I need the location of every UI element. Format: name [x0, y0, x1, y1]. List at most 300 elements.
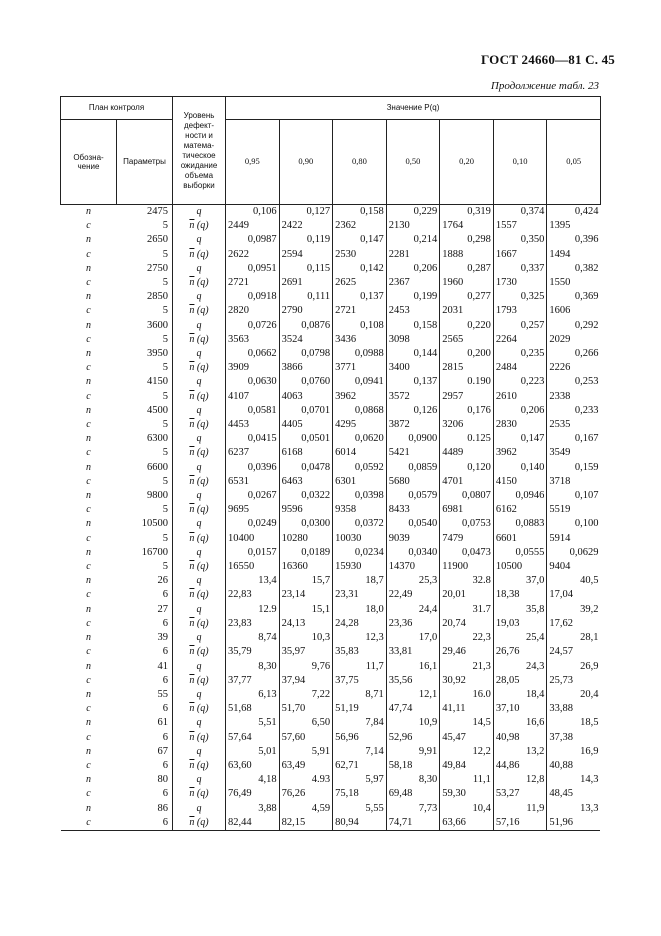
- probability-value: 3962: [493, 446, 547, 460]
- row-designation: n: [86, 348, 91, 360]
- row-parameter: 2750: [147, 262, 169, 274]
- probability-value: 16550: [226, 560, 280, 574]
- probability-value: 45,47: [440, 731, 494, 745]
- row-symbol: q: [173, 347, 226, 361]
- probability-value: 35,79: [226, 645, 280, 659]
- row-symbol: q: [173, 773, 226, 787]
- probability-value: 0,0189: [279, 546, 333, 560]
- probability-value: 0,257: [493, 319, 547, 333]
- probability-value: 8,71: [333, 688, 387, 702]
- probability-value: 2281: [386, 248, 440, 262]
- probability-value: 0,0478: [279, 461, 333, 475]
- probability-value: 3,88: [226, 802, 280, 816]
- row-symbol: q: [173, 688, 226, 702]
- table-row: [61, 716, 601, 730]
- probability-value: 0.125: [440, 432, 494, 446]
- probability-value: 0,206: [493, 404, 547, 418]
- probability-value: 2721: [226, 276, 280, 290]
- row-designation: c: [86, 759, 91, 771]
- probability-value: 2484: [493, 361, 547, 375]
- probability-value: 0,350: [493, 233, 547, 247]
- table-row: [61, 588, 601, 602]
- row-parameter: 6: [117, 816, 173, 831]
- row-designation: n: [86, 518, 91, 530]
- probability-value: 51,96: [547, 816, 601, 831]
- probability-value: 2820: [226, 304, 280, 318]
- row-symbol: q: [173, 574, 226, 588]
- row-designation: n: [86, 688, 91, 700]
- probability-value: 0,0798: [279, 347, 333, 361]
- parameters-header: Параметры: [117, 120, 173, 205]
- probability-value: 32.8: [440, 574, 494, 588]
- probability-value: 1550: [547, 276, 601, 290]
- probability-value: 11,1: [440, 773, 494, 787]
- row-designation: c: [86, 674, 91, 686]
- probability-value: 47,74: [386, 702, 440, 716]
- row-symbol: $\overline{n}$ (q): [173, 475, 226, 489]
- probability-value: 56,96: [333, 731, 387, 745]
- probability-value: 6301: [333, 475, 387, 489]
- probability-value: 2610: [493, 390, 547, 404]
- prob-header: 0,20: [440, 120, 494, 205]
- probability-value: 0,0540: [386, 517, 440, 531]
- row-designation: c: [86, 561, 91, 573]
- probability-value: 0,220: [440, 319, 494, 333]
- probability-value: 5519: [547, 503, 601, 517]
- probability-value: 35,56: [386, 674, 440, 688]
- probability-value: 5914: [547, 532, 601, 546]
- probability-value: 16.0: [440, 688, 494, 702]
- row-symbol: q: [173, 716, 226, 730]
- probability-value: 0,0396: [226, 461, 280, 475]
- row-symbol: $\overline{n}$ (q): [173, 645, 226, 659]
- table-row: [61, 674, 601, 688]
- probability-value: 5,97: [333, 773, 387, 787]
- prob-header: 0,80: [333, 120, 387, 205]
- prob-header: 0,90: [279, 120, 333, 205]
- probability-value: 9358: [333, 503, 387, 517]
- probability-value: 52,96: [386, 731, 440, 745]
- probability-value: 1764: [440, 219, 494, 233]
- probability-value: 0,277: [440, 290, 494, 304]
- row-parameter: 6: [162, 759, 169, 771]
- table-row: [61, 660, 601, 674]
- probability-value: 24,3: [493, 660, 547, 674]
- probability-value: 57,60: [279, 731, 333, 745]
- probability-value: 12,8: [493, 773, 547, 787]
- row-parameter: 5: [162, 333, 169, 345]
- probability-value: 18,4: [493, 688, 547, 702]
- table-row: [61, 560, 601, 574]
- probability-value: 28,05: [493, 674, 547, 688]
- row-parameter: 9800: [147, 490, 169, 502]
- table-row: [61, 802, 601, 816]
- probability-value: 22,3: [440, 631, 494, 645]
- probability-value: 0,396: [547, 233, 601, 247]
- probability-value: 76,49: [226, 787, 280, 801]
- probability-value: 12,2: [440, 745, 494, 759]
- row-designation: c: [86, 220, 91, 232]
- table-row: [61, 262, 601, 276]
- probability-value: 12,1: [386, 688, 440, 702]
- probability-value: 0,369: [547, 290, 601, 304]
- row-symbol: $\overline{n}$ (q): [173, 532, 226, 546]
- row-parameter: 5: [162, 447, 169, 459]
- row-parameter: 86: [157, 802, 169, 814]
- row-parameter: 80: [157, 774, 169, 786]
- probability-value: 3909: [226, 361, 280, 375]
- probability-value: 13,4: [226, 574, 280, 588]
- probability-value: 0,325: [493, 290, 547, 304]
- probability-value: 24,57: [547, 645, 601, 659]
- probability-value: 7479: [440, 532, 494, 546]
- probability-value: 25,3: [386, 574, 440, 588]
- row-symbol: $\overline{n}$ (q): [173, 731, 226, 745]
- probability-value: 69,48: [386, 787, 440, 801]
- row-symbol: q: [173, 432, 226, 446]
- row-symbol: q: [173, 262, 226, 276]
- plan-header: План контроля: [61, 97, 173, 120]
- probability-value: 4489: [440, 446, 494, 460]
- probability-value: 58,18: [386, 759, 440, 773]
- probability-value: 9695: [226, 503, 280, 517]
- probability-value: 41,11: [440, 702, 494, 716]
- row-parameter: 5: [162, 475, 169, 487]
- probability-value: 24,13: [279, 617, 333, 631]
- row-designation: n: [86, 291, 91, 303]
- probability-value: 0,140: [493, 461, 547, 475]
- probability-value: 0,0579: [386, 489, 440, 503]
- table-continuation-label: Продолжение табл. 23: [490, 80, 599, 92]
- probability-value: 2721: [333, 304, 387, 318]
- probability-value: 44,86: [493, 759, 547, 773]
- row-symbol: q: [173, 489, 226, 503]
- row-symbol: $\overline{n}$ (q): [173, 361, 226, 375]
- probability-value: 9,76: [279, 660, 333, 674]
- probability-value: 9404: [547, 560, 601, 574]
- probability-value: 28,1: [547, 631, 601, 645]
- table-row: [61, 773, 601, 787]
- probability-value: 51,19: [333, 702, 387, 716]
- probability-value: 0,0592: [333, 461, 387, 475]
- probability-value: 9596: [279, 503, 333, 517]
- probability-value: 0,0701: [279, 404, 333, 418]
- probability-value: 2691: [279, 276, 333, 290]
- table-row: [61, 319, 601, 333]
- probability-value: 17,04: [547, 588, 601, 602]
- probability-value: 2830: [493, 418, 547, 432]
- probability-value: 0,159: [547, 461, 601, 475]
- probability-value: 0,115: [279, 262, 333, 276]
- row-parameter: 5: [162, 504, 169, 516]
- probability-value: 0,0157: [226, 546, 280, 560]
- row-parameter: 3600: [147, 319, 169, 331]
- row-parameter: 6600: [147, 461, 169, 473]
- row-parameter: 5: [162, 248, 169, 260]
- probability-value: 0,0662: [226, 347, 280, 361]
- probability-value: 5,51: [226, 716, 280, 730]
- probability-value: 0,119: [279, 233, 333, 247]
- table-row: [61, 276, 601, 290]
- row-designation: c: [86, 305, 91, 317]
- row-symbol: $\overline{n}$ (q): [173, 248, 226, 262]
- probability-value: 33,88: [547, 702, 601, 716]
- probability-value: 2029: [547, 333, 601, 347]
- page-header: ГОСТ 24660—81 С. 45: [481, 52, 615, 67]
- probability-value: 18,5: [547, 716, 601, 730]
- probability-value: 57,64: [226, 731, 280, 745]
- probability-value: 0,287: [440, 262, 494, 276]
- probability-value: 2594: [279, 248, 333, 262]
- probability-value: 0,0946: [493, 489, 547, 503]
- probability-value: 1730: [493, 276, 547, 290]
- table-row: [61, 645, 601, 659]
- probability-value: 23,31: [333, 588, 387, 602]
- probability-value: 8,30: [226, 660, 280, 674]
- probability-value: 63,49: [279, 759, 333, 773]
- probability-value: 20,74: [440, 617, 494, 631]
- probability-value: 0,108: [333, 319, 387, 333]
- table-row: [61, 603, 601, 617]
- probability-value: 0,111: [279, 290, 333, 304]
- row-parameter: 6300: [147, 433, 169, 445]
- probability-value: 25,4: [493, 631, 547, 645]
- row-designation: n: [86, 745, 91, 757]
- probability-value: 1888: [440, 248, 494, 262]
- probability-value: 35,83: [333, 645, 387, 659]
- probability-value: 2535: [547, 418, 601, 432]
- row-symbol: q: [173, 603, 226, 617]
- probability-value: 4701: [440, 475, 494, 489]
- probability-value: 5680: [386, 475, 440, 489]
- row-symbol: $\overline{n}$ (q): [173, 702, 226, 716]
- probability-value: 11,7: [333, 660, 387, 674]
- probability-value: 10030: [333, 532, 387, 546]
- row-parameter: 2650: [147, 234, 169, 246]
- table-row: [61, 304, 601, 318]
- row-designation: n: [86, 433, 91, 445]
- probability-value: 5421: [386, 446, 440, 460]
- table-row: [61, 745, 601, 759]
- probability-value: 4,59: [279, 802, 333, 816]
- row-designation: c: [86, 617, 91, 629]
- probability-value: 1395: [547, 219, 601, 233]
- probability-value: 37,38: [547, 731, 601, 745]
- probability-value: 3872: [386, 418, 440, 432]
- probability-value: 3549: [547, 446, 601, 460]
- probability-value: 0,233: [547, 404, 601, 418]
- probability-value: 23,83: [226, 617, 280, 631]
- row-designation: n: [86, 660, 91, 672]
- table-row: [61, 446, 601, 460]
- probability-value: 10,9: [386, 716, 440, 730]
- probability-value: 40,98: [493, 731, 547, 745]
- probability-value: 37,10: [493, 702, 547, 716]
- probability-value: 12.9: [226, 603, 280, 617]
- row-designation: n: [86, 802, 91, 814]
- row-parameter: 5: [162, 362, 169, 374]
- probability-value: 10280: [279, 532, 333, 546]
- row-symbol: $\overline{n}$ (q): [173, 787, 226, 801]
- row-symbol: q: [173, 517, 226, 531]
- probability-value: 3098: [386, 333, 440, 347]
- table-row: [61, 390, 601, 404]
- table-row: [61, 347, 601, 361]
- row-designation: n: [86, 376, 91, 388]
- probability-value: 30,92: [440, 674, 494, 688]
- row-symbol: $\overline{n}$ (q): [173, 390, 226, 404]
- probability-value: 18,38: [493, 588, 547, 602]
- probability-value: 6,13: [226, 688, 280, 702]
- probability-value: 0,0868: [333, 404, 387, 418]
- probability-value: 0,0473: [440, 546, 494, 560]
- row-designation: n: [86, 319, 91, 331]
- probability-value: 0,199: [386, 290, 440, 304]
- row-parameter: 39: [157, 632, 169, 644]
- probability-value: 2367: [386, 276, 440, 290]
- probability-value: 2453: [386, 304, 440, 318]
- row-designation: c: [86, 731, 91, 743]
- row-parameter: 5: [162, 277, 169, 289]
- table-row: [61, 816, 601, 831]
- row-parameter: 5: [162, 220, 169, 232]
- table-row: [61, 375, 601, 389]
- row-parameter: 6: [162, 788, 169, 800]
- row-symbol: q: [173, 745, 226, 759]
- probability-value: 5,01: [226, 745, 280, 759]
- probability-value: 1606: [547, 304, 601, 318]
- row-designation: c: [86, 589, 91, 601]
- probability-value: 31.7: [440, 603, 494, 617]
- probability-value: 11,9: [493, 802, 547, 816]
- row-parameter: 61: [157, 717, 169, 729]
- table-row: [61, 418, 601, 432]
- row-parameter: 10500: [141, 518, 169, 530]
- probability-value: 2362: [333, 219, 387, 233]
- probability-value: 0,127: [279, 205, 333, 220]
- probability-value: 1557: [493, 219, 547, 233]
- probability-value: 59,30: [440, 787, 494, 801]
- probability-value: 29,46: [440, 645, 494, 659]
- probability-value: 6237: [226, 446, 280, 460]
- probability-value: 7,73: [386, 802, 440, 816]
- probability-value: 0,137: [386, 375, 440, 389]
- row-symbol: q: [173, 631, 226, 645]
- row-parameter: 6: [162, 589, 169, 601]
- probability-value: 0,298: [440, 233, 494, 247]
- probability-value: 6531: [226, 475, 280, 489]
- probability-value: 13,2: [493, 745, 547, 759]
- probability-value: 15,7: [279, 574, 333, 588]
- row-parameter: 6: [162, 617, 169, 629]
- probability-value: 76,26: [279, 787, 333, 801]
- probability-value: 0,126: [386, 404, 440, 418]
- row-symbol: $\overline{n}$ (q): [173, 446, 226, 460]
- probability-value: 25,73: [547, 674, 601, 688]
- probability-value: 7,22: [279, 688, 333, 702]
- probability-value: 0.190: [440, 375, 494, 389]
- probability-value: 74,71: [386, 816, 440, 831]
- row-designation: c: [86, 277, 91, 289]
- probability-value: 0,0883: [493, 517, 547, 531]
- probability-value: 63,60: [226, 759, 280, 773]
- probability-value: 35,97: [279, 645, 333, 659]
- row-designation: c: [86, 419, 91, 431]
- probability-value: 75,18: [333, 787, 387, 801]
- row-parameter: 3950: [147, 348, 169, 360]
- table-row: [61, 361, 601, 375]
- row-designation: c: [86, 646, 91, 658]
- probability-value: 0,235: [493, 347, 547, 361]
- probability-value: 1960: [440, 276, 494, 290]
- probability-value: 0,0951: [226, 262, 280, 276]
- probability-value: 2815: [440, 361, 494, 375]
- probability-value: 20,4: [547, 688, 601, 702]
- row-designation: n: [86, 774, 91, 786]
- probability-value: 18,7: [333, 574, 387, 588]
- row-symbol: $\overline{n}$ (q): [173, 816, 226, 831]
- row-symbol: $\overline{n}$ (q): [173, 276, 226, 290]
- row-symbol: $\overline{n}$ (q): [173, 333, 226, 347]
- table-row: [61, 461, 601, 475]
- row-designation: n: [86, 717, 91, 729]
- row-symbol: q: [173, 404, 226, 418]
- probability-value: 3572: [386, 390, 440, 404]
- prob-header: 0,05: [547, 120, 601, 205]
- probability-value: 0,223: [493, 375, 547, 389]
- probability-value: 0,0900: [386, 432, 440, 446]
- row-symbol: q: [173, 546, 226, 560]
- probability-value: 24,28: [333, 617, 387, 631]
- probability-value: 0,0300: [279, 517, 333, 531]
- row-symbol: $\overline{n}$ (q): [173, 617, 226, 631]
- table-row: [61, 702, 601, 716]
- probability-value: 16,9: [547, 745, 601, 759]
- probability-value: 3718: [547, 475, 601, 489]
- probability-value: 10500: [493, 560, 547, 574]
- row-designation: c: [86, 333, 91, 345]
- probability-value: 0,158: [333, 205, 387, 220]
- probability-value: 0,0267: [226, 489, 280, 503]
- probability-value: 6014: [333, 446, 387, 460]
- probability-value: 4453: [226, 418, 280, 432]
- probability-value: 20,01: [440, 588, 494, 602]
- table-row: [61, 731, 601, 745]
- probability-value: 82,15: [279, 816, 333, 831]
- probability-value: 0,107: [547, 489, 601, 503]
- table-body: [61, 205, 601, 831]
- table-row: [61, 617, 601, 631]
- probability-value: 24,4: [386, 603, 440, 617]
- row-designation: n: [86, 234, 91, 246]
- probability-value: 63,66: [440, 816, 494, 831]
- probability-value: 3436: [333, 333, 387, 347]
- probability-value: 0,374: [493, 205, 547, 220]
- probability-value: 12,3: [333, 631, 387, 645]
- table-row: [61, 219, 601, 233]
- probability-value: 0,0234: [333, 546, 387, 560]
- probability-value: 57,16: [493, 816, 547, 831]
- probability-value: 0,266: [547, 347, 601, 361]
- row-parameter: 2850: [147, 291, 169, 303]
- probability-value: 2264: [493, 333, 547, 347]
- probability-value: 2530: [333, 248, 387, 262]
- row-parameter: 6: [162, 703, 169, 715]
- row-parameter: 4500: [147, 404, 169, 416]
- probability-value: 0,0555: [493, 546, 547, 560]
- probability-value: 4107: [226, 390, 280, 404]
- row-designation: c: [86, 475, 91, 487]
